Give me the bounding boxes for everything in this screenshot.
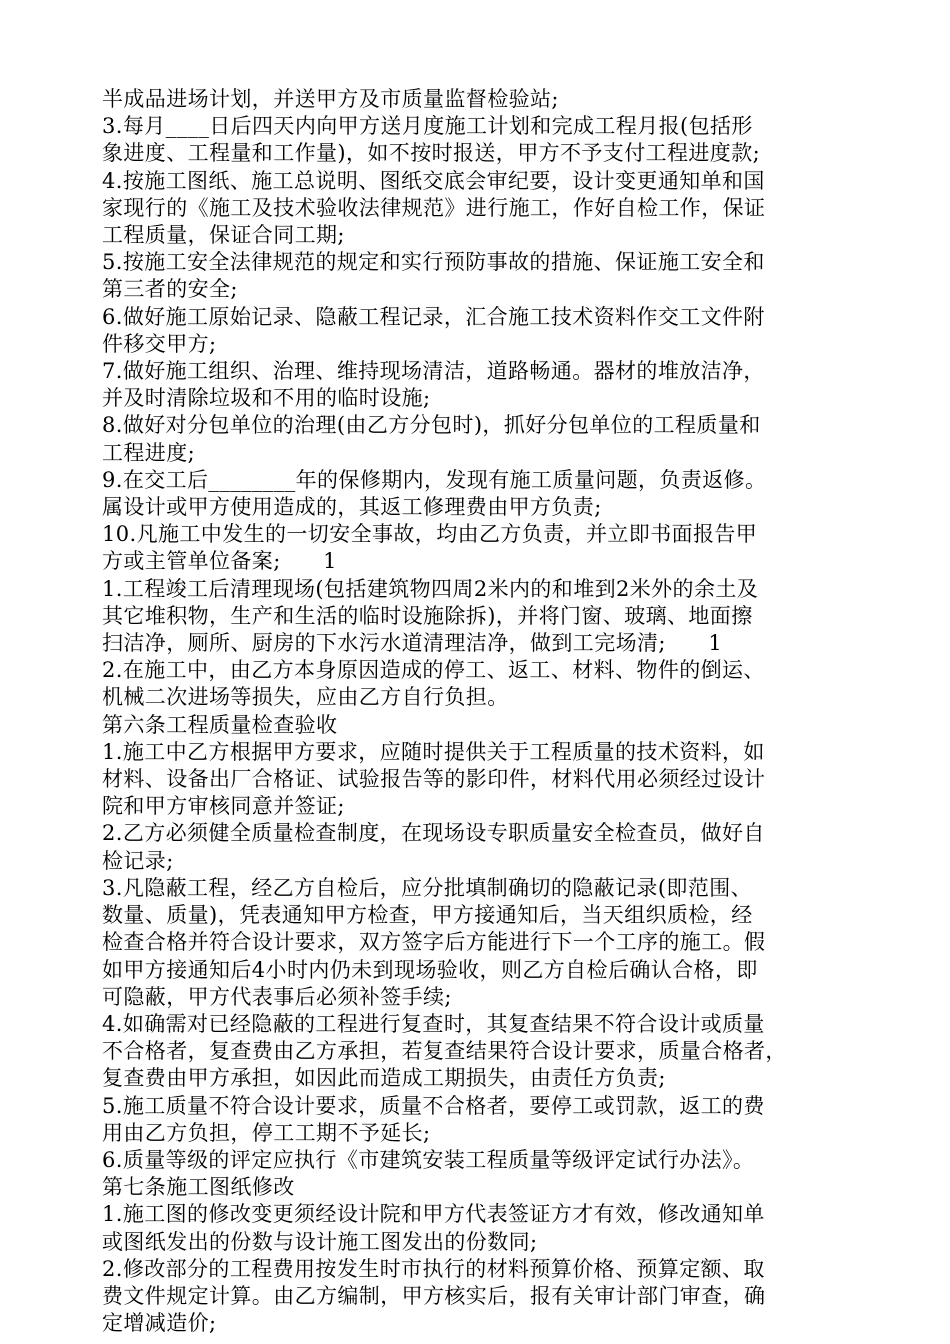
text-line: 其它堆积物，生产和生活的临时设施除拆)，并将门窗、玻璃、地面擦 — [102, 603, 753, 628]
text-line: 用由乙方负担，停工工期不予延长; — [102, 1120, 431, 1145]
text-line: 如甲方接通知后4小时内仍未到现场验收，则乙方自检后确认合格，即 — [102, 957, 758, 982]
text-line: 5.按施工安全法律规范的规定和实行预防事故的措施、保证施工安全和 — [102, 250, 765, 275]
text-line: 定增减造价; — [102, 1311, 217, 1336]
text-line: 8.做好对分包单位的治理(由乙方分包时)，抓好分包单位的工程质量和 — [102, 413, 761, 438]
text-line: 家现行的《施工及技术验收法律规范》进行施工，作好自检工作，保证 — [102, 195, 766, 220]
text-line: 或图纸发出的份数与设计施工图发出的份数同; — [102, 1229, 538, 1254]
text-line: 第三者的安全; — [102, 277, 238, 302]
text-line: 工程进度; — [102, 440, 196, 465]
text-line: 4.如确需对已经隐蔽的工程进行复查时，其复查结果不符合设计或质量 — [102, 1011, 765, 1036]
section-heading: 第七条施工图纸修改 — [102, 1175, 295, 1200]
text-line: 1.施工图的修改变更须经设计院和甲方代表签证方才有效，修改通知单 — [102, 1202, 765, 1227]
text-line: 6.做好施工原始记录、隐蔽工程记录，汇合施工技术资料作交工文件附 — [102, 304, 765, 329]
section-heading: 第六条工程质量检查验收 — [102, 712, 338, 737]
text-line: 复查费由甲方承担，如因此而造成工期损失，由责任方负责; — [102, 1066, 666, 1091]
text-line: 2.修改部分的工程费用按发生时市执行的材料预算价格、预算定额、取 — [102, 1256, 765, 1281]
text-line: 1.工程竣工后清理现场(包括建筑物四周2米内的和堆到2米外的余土及 — [102, 576, 759, 601]
text-line: 费文件规定计算。由乙方编制，甲方核实后，报有关审计部门审查，确 — [102, 1283, 766, 1308]
text-line: 件移交甲方; — [102, 331, 217, 356]
text-line: 2.乙方必须健全质量检查制度，在现场设专职质量安全检查员，做好自 — [102, 821, 765, 846]
text-line: 半成品进场计划，并送甲方及市质量监督检验站; — [102, 87, 559, 111]
text-line: 6.质量等级的评定应执行《市建筑安装工程质量等级评定试行办法》。 — [102, 1147, 755, 1172]
text-line: 检记录; — [102, 848, 174, 873]
text-line: 10.凡施工中发生的一切安全事故，均由乙方负责，并立即书面报告甲 — [102, 522, 758, 547]
text-line: 3.每月____日后四天内向甲方送月度施工计划和完成工程月报(包括形 — [102, 114, 753, 139]
text-line: 5.施工质量不符合设计要求，质量不合格者，要停工或罚款，返工的费 — [102, 1093, 765, 1118]
text-line: 检查合格并符合设计要求，双方签字后方能进行下一个工序的施工。假 — [102, 930, 766, 955]
text-line: 2.在施工中，由乙方本身原因造成的停工、返工、材料、物件的倒运、 — [102, 658, 765, 683]
document-page — [102, 86, 862, 1337]
text-line: 4.按施工图纸、施工总说明、图纸交底会审纪要，设计变更通知单和国 — [102, 168, 765, 193]
text-line: 不合格者，复查费由乙方承担，若复查结果符合设计要求，质量合格者， — [102, 1039, 787, 1064]
text-line: 属设计或甲方使用造成的，其返工修理费由甲方负责; — [102, 495, 602, 520]
text-line: 数量、质量)，凭表通知甲方检查，甲方接通知后，当天组织质检，经 — [102, 903, 753, 928]
text-line: 并及时清除垃圾和不用的临时设施; — [102, 386, 431, 411]
text-line: 机械二次进场等损失，应由乙方自行负担。 — [102, 685, 509, 710]
text-line: 材料、设备出厂合格证、试验报告等的影印件，材料代用必须经过设计 — [102, 767, 766, 792]
text-line: 7.做好施工组织、治理、维持现场清洁，道路畅通。器材的堆放洁净， — [102, 359, 765, 384]
text-line: 方或主管单位备案; 1 — [102, 549, 337, 574]
text-line: 院和甲方审核同意并签证; — [102, 794, 345, 819]
text-line: 象进度、工程量和工作量)，如不按时报送，甲方不予支付工程进度款; — [102, 141, 761, 166]
text-line: 1.施工中乙方根据甲方要求，应随时提供关于工程质量的技术资料，如 — [102, 739, 765, 764]
text-line: 可隐蔽，甲方代表事后必须补签手续; — [102, 984, 452, 1009]
text-line: 扫洁净，厕所、厨房的下水污水道清理洁净，做到工完场清; 1 — [102, 631, 723, 656]
text-line: 9.在交工后________年的保修期内，发现有施工质量问题，负责返修。 — [102, 467, 767, 492]
text-line: 3.凡隐蔽工程，经乙方自检后，应分批填制确切的隐蔽记录(即范围、 — [102, 875, 753, 900]
text-line: 工程质量，保证合同工期; — [102, 223, 345, 248]
